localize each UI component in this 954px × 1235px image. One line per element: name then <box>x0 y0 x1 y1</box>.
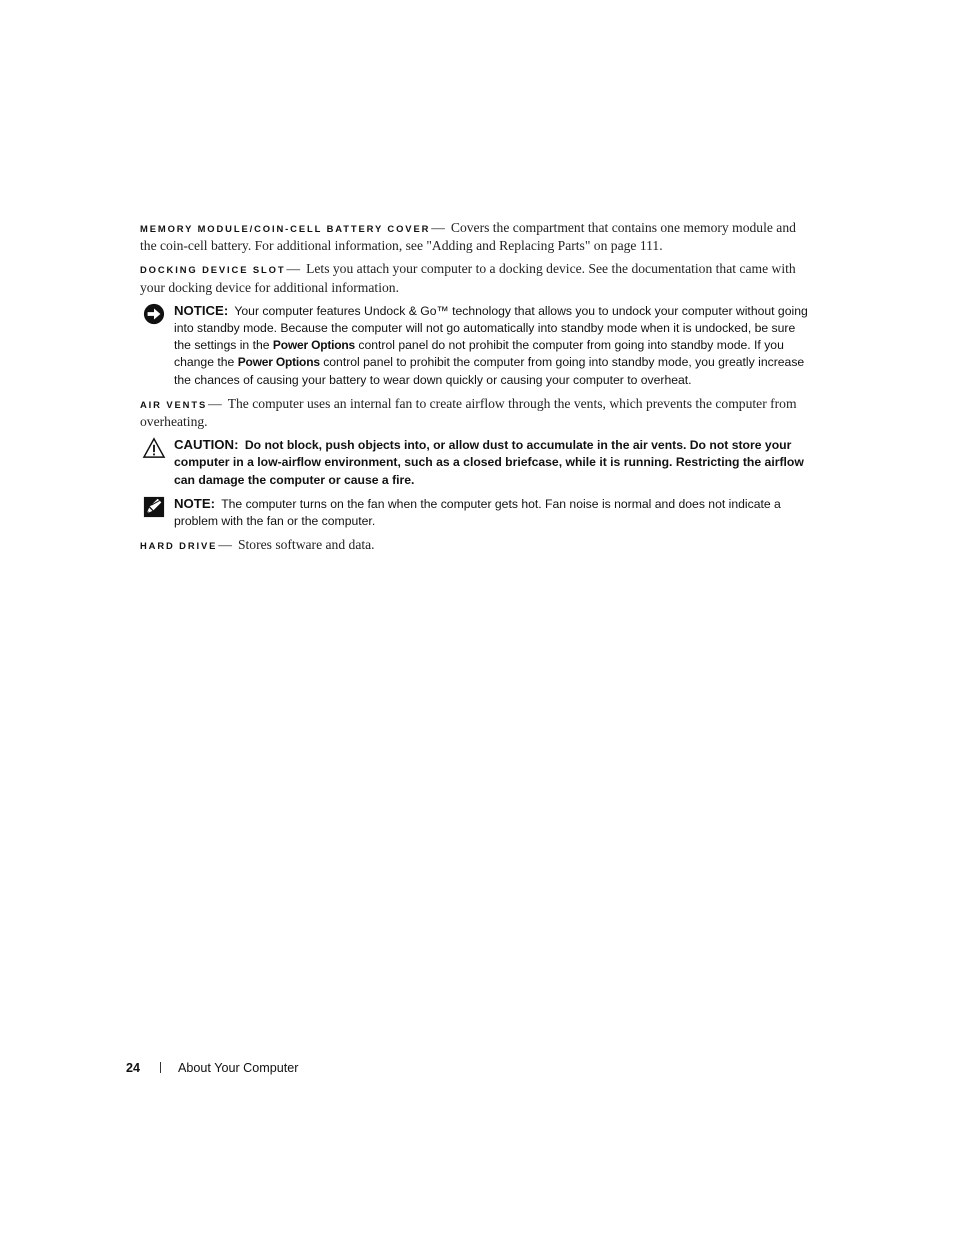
power-options-term: Power Options <box>272 338 355 353</box>
note-pencil-icon <box>142 496 166 518</box>
entry-air-vents <box>140 395 812 430</box>
entry-term: DOCKING DEVICE SLOT <box>140 264 286 276</box>
entry-description: The computer uses an internal fan to create airflow through the vents, which prevents the computer from overheating. <box>140 395 797 430</box>
notice-box <box>140 302 812 389</box>
footer-separator <box>160 1062 161 1073</box>
notice-text-2: control panel do not prohibit the computer from going into standby mode. If you change the <box>174 338 784 370</box>
entry-hard-drive <box>140 536 812 554</box>
footer-section-title: About Your Computer <box>178 1061 299 1075</box>
entry-term: HARD DRIVE <box>140 540 218 552</box>
em-dash: — <box>286 261 301 277</box>
caution-triangle-icon <box>142 437 166 459</box>
caution-box <box>140 436 812 489</box>
entry-term: AIR VENTS <box>140 398 208 410</box>
entry-description: Stores software and data. <box>237 537 375 553</box>
note-label: NOTE: <box>174 495 216 511</box>
notice-text-1: Your computer features Undock & Go™ technology that allows you to undock your computer without going into standby mode. Because the computer will not go automatically into standby mode when it is undocked, be sure the settings in the <box>174 303 808 353</box>
entry-term: MEMORY MODULE/COIN-CELL BATTERY COVER <box>140 223 431 234</box>
entry-description: Lets you attach your computer to a docking device. See the documentation that came with your docking device for additional information. <box>140 261 796 295</box>
em-dash: — <box>218 537 232 553</box>
caution-label: CAUTION: <box>174 437 239 453</box>
entry-description: Covers the compartment that contains one memory module and the coin-cell battery. For additional information, see "Adding and Replacing Parts" on page 111. <box>140 220 796 254</box>
page-footer <box>126 1061 298 1075</box>
notice-label: NOTICE: <box>174 302 229 318</box>
page-number: 24 <box>126 1061 141 1075</box>
em-dash: — <box>208 395 222 411</box>
note-text: The computer turns on the fan when the computer gets hot. Fan noise is normal and does not indicate a problem with the fan or the computer. <box>174 496 781 529</box>
notice-text-3: control panel to prohibit the computer from going into standby mode, you greatly increase the chances of causing your battery to wear down quickly or causing your computer to overheat. <box>174 355 805 387</box>
em-dash: — <box>431 220 445 235</box>
note-box <box>140 495 812 530</box>
caution-text: Do not block, push objects into, or allow dust to accumulate in the air vents. Do not store your computer in a low-airflow environment, such as a closed briefcase, while it is running. Restricting the airflow can damage the computer or cause a fire. <box>174 438 804 487</box>
entry-docking-device-slot <box>140 260 812 295</box>
power-options-term: Power Options <box>237 355 320 370</box>
page-content <box>140 219 812 560</box>
notice-arrow-icon <box>142 303 166 325</box>
entry-memory-module-cover <box>140 219 812 254</box>
